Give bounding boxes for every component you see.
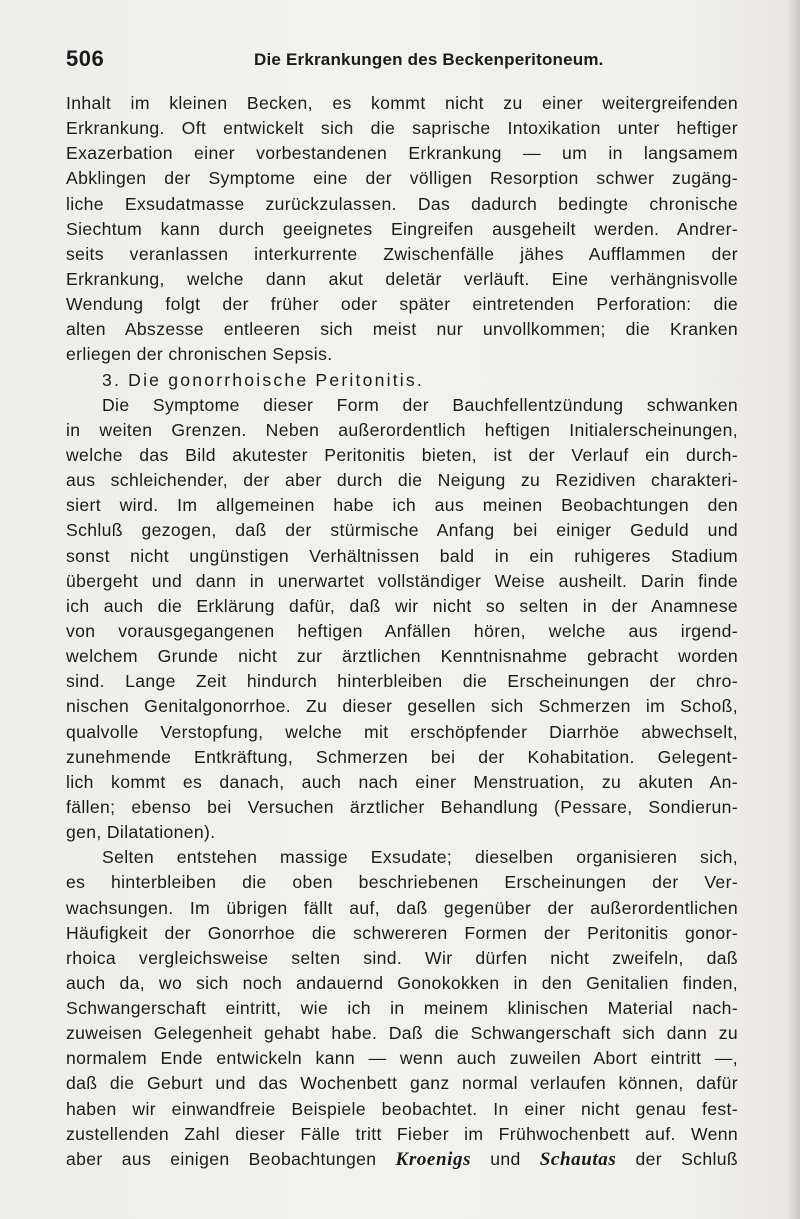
- author-name-schauta: Schautas: [539, 1148, 617, 1170]
- text-line: Erkrankung, welche dann akut deletär verläuft. Eine verhängnisvolle: [66, 268, 738, 289]
- text-line: Schluß gezogen, daß der stürmische Anfang bei einiger Geduld und: [66, 520, 738, 541]
- text-line: nischen Genitalgonorrhoe. Zu dieser gesellen sich Schmerzen im Schoß,: [66, 696, 738, 717]
- text-line: Exazerbation einer vorbestandenen Erkrankung — um in langsamem: [66, 143, 738, 164]
- text-line: ich auch die Erklärung dafür, daß wir nicht so selten in der Anamnese: [66, 595, 738, 616]
- text-line: haben wir einwandfreie Beispiele beobachtet. In einer nicht genau fest-: [66, 1098, 738, 1119]
- text-line: Inhalt im kleinen Becken, es kommt nicht zu einer weitergreifenden: [66, 93, 738, 113]
- text-line: Die Symptome dieser Form der Bauchfellentzündung schwanken: [102, 394, 738, 415]
- text-line: Schwangerschaft eintritt, wie ich in meinem klinischen Material nach-: [66, 998, 738, 1019]
- text-line: Erkrankung. Oft entwickelt sich die saprische Intoxikation unter heftiger: [66, 118, 738, 139]
- text-line: aus schleichender, der aber durch die Neigung zu Rezidiven charakteri-: [66, 470, 738, 491]
- text-line: Abklingen der Symptome eine der völligen Resorption schwer zugäng-: [66, 168, 738, 189]
- text-line: welche das Bild akutester Peritonitis bieten, ist der Verlauf ein durch-: [66, 444, 738, 465]
- running-title: Die Erkrankungen des Beckenperitoneum.: [254, 50, 604, 69]
- text-line: welchem Grunde nicht zur ärztlichen Kenntnisnahme gebracht worden: [66, 646, 738, 667]
- text-line: sonst nicht ungünstigen Verhältnissen bald in ein ruhigeres Stadium: [66, 545, 738, 566]
- text-line: erliegen der chronischen Sepsis.: [66, 344, 333, 365]
- text-line: daß die Geburt und das Wochenbett ganz normal verlaufen können, dafür: [66, 1073, 738, 1094]
- text-line: Häufigkeit der Gonorrhoe die schwereren Formen der Peritonitis gonor-: [66, 922, 738, 943]
- text-segment: der Schluß: [635, 1148, 738, 1169]
- text-line: zunehmende Entkräftung, Schmerzen bei der Kohabitation. Gelegent-: [66, 746, 738, 767]
- text-line: Wendung folgt der früher oder später eintretenden Perforation: die: [66, 294, 738, 315]
- body-text: [66, 91, 738, 1172]
- text-segment: und: [490, 1148, 521, 1169]
- text-line: liche Exsudatmasse zurückzulassen. Das dadurch bedingte chronische: [66, 193, 738, 214]
- text-line: auch da, wo sich noch andauernd Gonokokken in den Genitalien finden,: [66, 972, 738, 993]
- text-line: Selten entstehen massige Exsudate; dieselben organisieren sich,: [102, 847, 738, 868]
- text-line: sind. Lange Zeit hindurch hinterbleiben die Erscheinungen der chro-: [66, 671, 738, 692]
- text-line: wachsungen. Im übrigen fällt auf, daß gegenüber der außerordentlichen: [66, 897, 738, 918]
- text-line: übergeht und dann in unerwartet vollständiger Weise ausheilt. Darin finde: [66, 570, 738, 591]
- text-line: gen, Dilatationen).: [66, 822, 216, 843]
- text-line: normalem Ende entwickeln kann — wenn auch zuweilen Abort eintritt —,: [66, 1048, 738, 1069]
- text-line: alten Abszesse entleeren sich meist nur unvollkommen; die Kranken: [66, 319, 738, 340]
- text-line: Siechtum kann durch geeignetes Eingreifen ausgeheilt werden. Andrer-: [66, 218, 738, 239]
- text-line: rhoica vergleichsweise selten sind. Wir dürfen nicht zweifeln, daß: [66, 947, 738, 968]
- text-line: von vorausgegangenen heftigen Anfällen hören, welche aus irgend-: [66, 620, 738, 641]
- author-name-kroenig: Kroenigs: [395, 1148, 472, 1170]
- page-header: [66, 46, 746, 76]
- text-line: fällen; ebenso bei Versuchen ärztlicher Behandlung (Pessare, Sondierun-: [66, 796, 738, 817]
- page-edge-shadow: [786, 0, 800, 1219]
- section-heading: 3. Die gonorrhoische Peritonitis.: [102, 369, 424, 390]
- text-line: siert wird. Im allgemeinen habe ich aus meinen Beobachtungen den: [66, 495, 738, 516]
- text-line: qualvolle Verstopfung, welche mit erschöpfender Diarrhöe abwechselt,: [66, 721, 738, 742]
- text-line-with-names: [66, 1147, 738, 1172]
- text-line: es hinterbleiben die oben beschriebenen Erscheinungen der Ver-: [66, 872, 738, 893]
- text-segment: aber aus einigen Beobachtungen: [66, 1148, 377, 1169]
- text-line: zuweisen Gelegenheit gehabt habe. Daß die Schwangerschaft sich dann zu: [66, 1023, 738, 1044]
- text-line: lich kommt es danach, auch nach einer Menstruation, zu akuten An-: [66, 771, 738, 792]
- text-line: zustellenden Zahl dieser Fälle tritt Fieber im Frühwochenbett auf. Wenn: [66, 1123, 738, 1144]
- text-line: in weiten Grenzen. Neben außerordentlich heftigen Initialerscheinungen,: [66, 419, 738, 440]
- text-line: seits veranlassen interkurrente Zwischenfälle jähes Aufflammen der: [66, 243, 738, 264]
- page-number: 506: [66, 46, 105, 71]
